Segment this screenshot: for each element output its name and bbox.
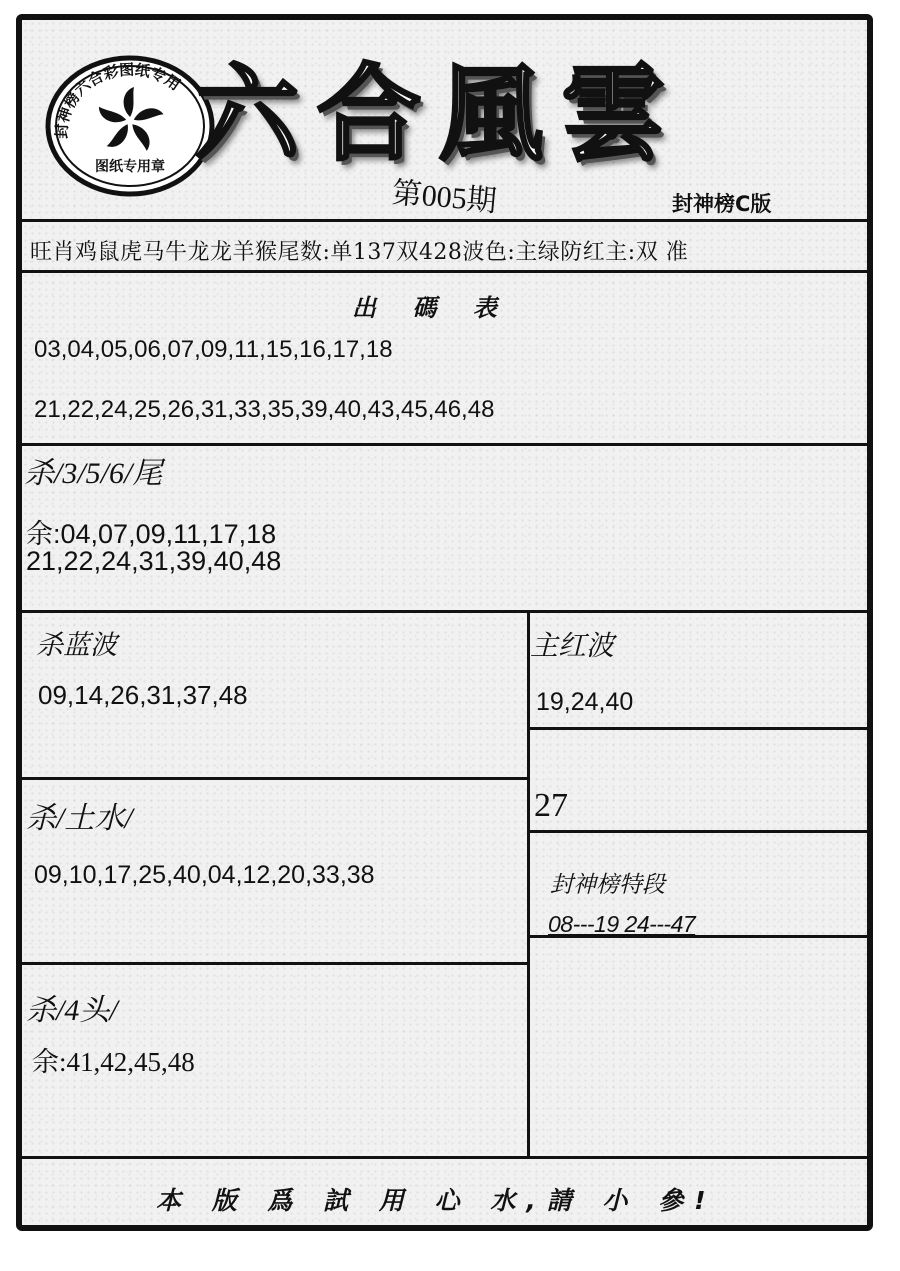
- svg-text:封神榜六合彩图纸专用: 封神榜六合彩图纸专用: [52, 60, 184, 139]
- seal-stamp-icon: [44, 55, 216, 197]
- main-red-title: 主红波: [530, 631, 615, 662]
- divider-info: [22, 270, 867, 273]
- divider-footer: [22, 1156, 867, 1159]
- issue-number: 第005期: [390, 176, 498, 219]
- kill-head-numbers: 余:41,42,45,48: [32, 1047, 195, 1077]
- kill-head-title: 杀/4头/: [26, 994, 118, 1027]
- kill-blue-title: 杀蓝波: [36, 630, 117, 660]
- divider-tail: [22, 610, 867, 613]
- info-line: 旺肖鸡鼠虎马牛龙龙羊猴尾数:单137双428波色:主绿防红主:双 准: [30, 240, 689, 265]
- divider-left-2: [22, 962, 529, 965]
- main-red-numbers: 19,24,40: [536, 688, 634, 716]
- table-row-1: 03,04,05,06,07,09,11,15,16,17,18: [34, 336, 393, 363]
- divider-right-2: [528, 830, 867, 833]
- edition-label: 封神榜C版: [672, 192, 772, 216]
- kill-tail-line-1: 余:04,07,09,11,17,18: [26, 519, 277, 549]
- kill-blue-numbers: 09,14,26,31,37,48: [38, 680, 248, 710]
- special-number: 27: [534, 787, 568, 824]
- divider-table: [22, 443, 867, 446]
- divider-column: [527, 610, 530, 1158]
- divider-left-1: [22, 777, 529, 780]
- divider-right-1: [528, 727, 867, 730]
- kill-element-numbers: 09,10,17,25,40,04,12,20,33,38: [34, 861, 375, 889]
- kill-tail-line-2: 21,22,24,31,39,40,48: [26, 546, 282, 576]
- page-title: 六合風雲: [195, 52, 684, 175]
- seal-bottom-text: 图纸专用章: [95, 159, 165, 175]
- table-heading: 出 碼 表: [352, 294, 511, 322]
- special-segment-ranges: 08---19 24---47: [548, 911, 696, 937]
- divider-header: [22, 219, 867, 222]
- special-segment-title: 封神榜特段: [550, 872, 665, 898]
- table-row-2: 21,22,24,25,26,31,33,35,39,40,43,45,46,48: [34, 396, 495, 423]
- kill-tail-title: 杀/3/5/6/尾: [24, 457, 163, 490]
- footer-note: 本 版 爲 試 用 心 水,請 小 參!: [156, 1186, 717, 1215]
- kill-element-title: 杀/土水/: [26, 802, 133, 835]
